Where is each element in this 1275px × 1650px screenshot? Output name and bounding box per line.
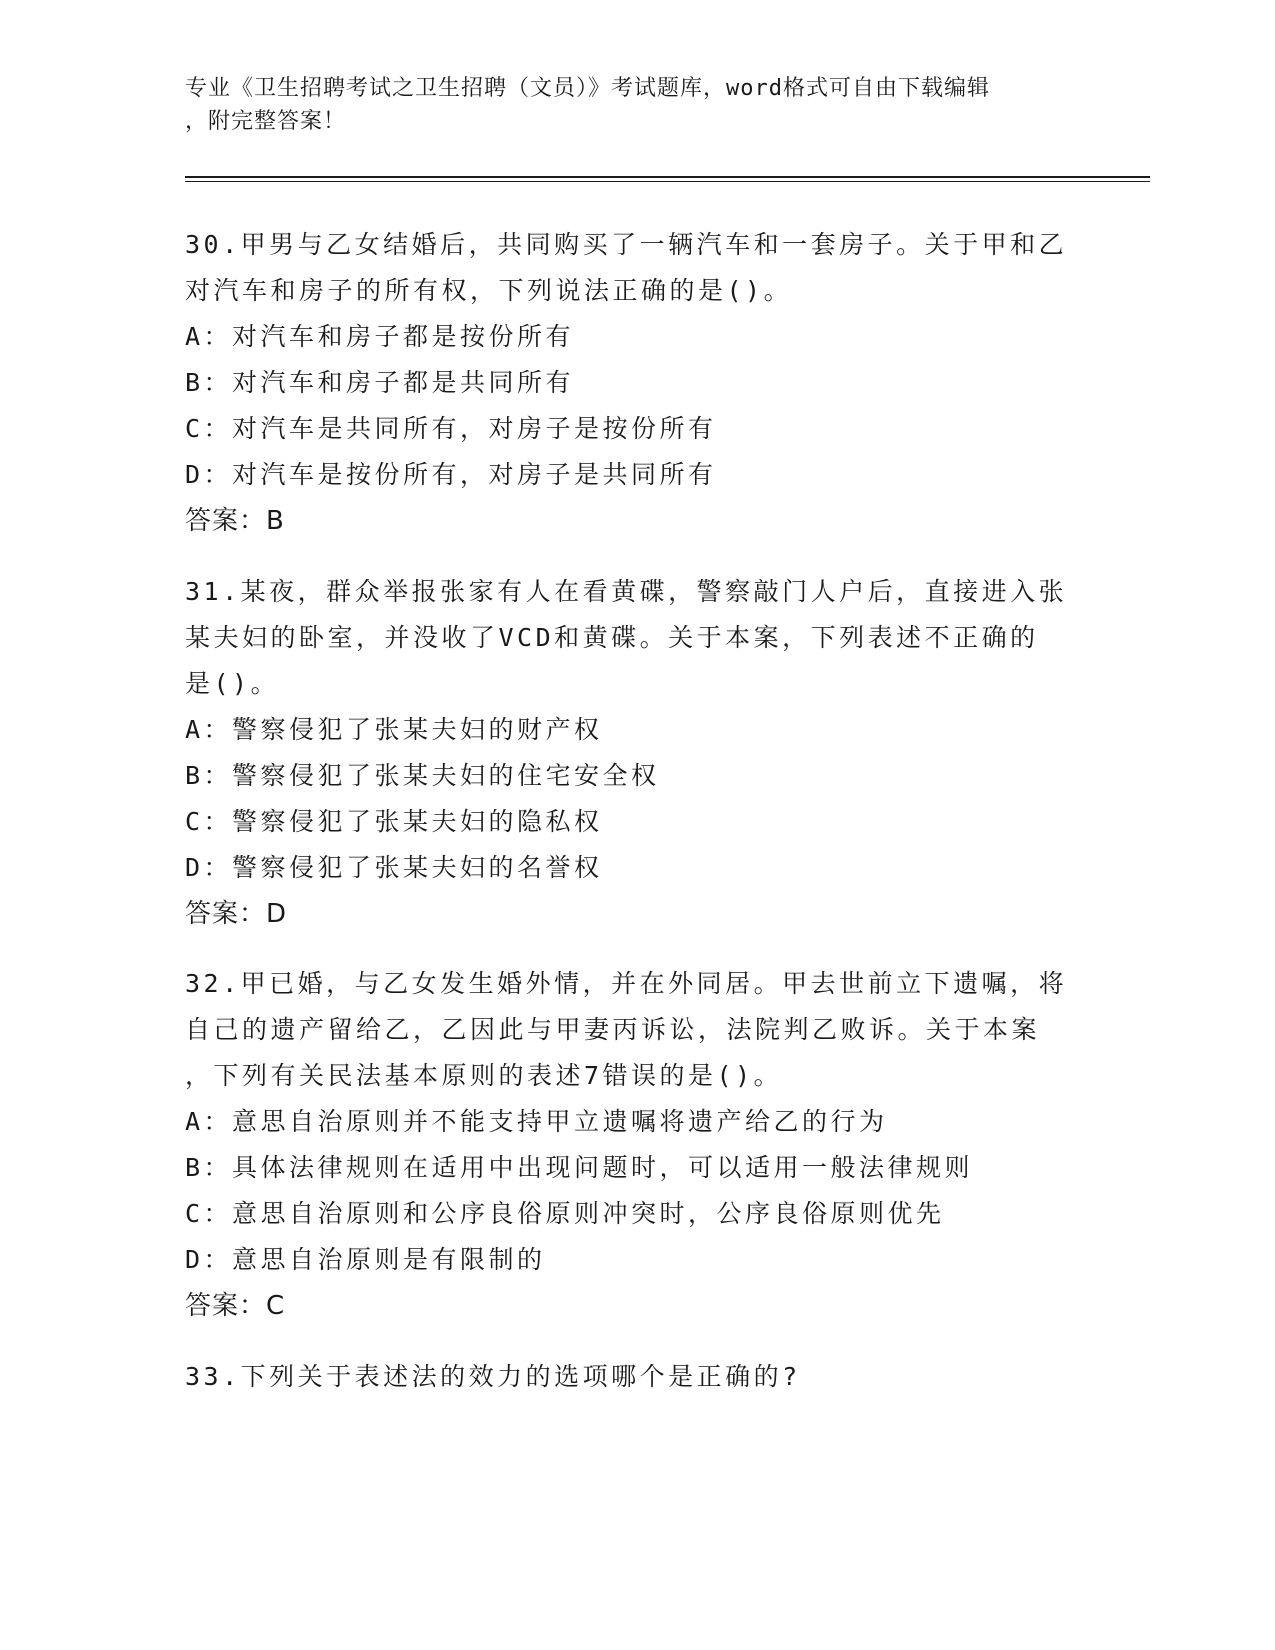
question-31 <box>185 569 1085 937</box>
option-c: C：意思自治原则和公序良俗原则冲突时，公序良俗原则优先 <box>185 1199 945 1228</box>
question-stem: 32.甲已婚，与乙女发生婚外情，并在外同居。甲去世前立下遗嘱，将 自己的遗产留给乙，乙因此与甲妻丙诉讼，法院判乙败诉。关于本案 ，下列有关民法基本原则的表述7错误的是()。 <box>185 969 1068 1090</box>
option-d: D：警察侵犯了张某夫妇的名誉权 <box>185 853 603 882</box>
option-a: A：对汽车和房子都是按份所有 <box>185 322 575 351</box>
option-a: A：警察侵犯了张某夫妇的财产权 <box>185 715 603 744</box>
header-divider-thin <box>185 181 1150 182</box>
option-d: D：对汽车是按份所有，对房子是共同所有 <box>185 460 717 489</box>
question-stem: 31.某夜，群众举报张家有人在看黄碟，警察敲门人户后，直接进入张 某夫妇的卧室，并没收了VCD和黄碟。关于本案，下列表述不正确的 是()。 <box>185 577 1068 698</box>
option-b: B：警察侵犯了张某夫妇的住宅安全权 <box>185 761 660 790</box>
option-c: C：警察侵犯了张某夫妇的隐私权 <box>185 807 603 836</box>
question-33 <box>185 1354 1085 1400</box>
option-c: C：对汽车是共同所有，对房子是按份所有 <box>185 414 717 443</box>
option-a: A：意思自治原则并不能支持甲立遗嘱将遗产给乙的行为 <box>185 1107 888 1136</box>
document-header: 专业《卫生招聘考试之卫生招聘（文员）》考试题库，word格式可自由下载编辑 ，附完整答案！ <box>185 76 990 134</box>
option-b: B：具体法律规则在适用中出现问题时，可以适用一般法律规则 <box>185 1153 974 1182</box>
question-stem: 30.甲男与乙女结婚后，共同购买了一辆汽车和一套房子。关于甲和乙 对汽车和房子的所有权，下列说法正确的是()。 <box>185 230 1068 305</box>
question-32 <box>185 961 1085 1329</box>
option-b: B：对汽车和房子都是共同所有 <box>185 368 575 397</box>
answer: 答案：C <box>185 1291 286 1321</box>
question-stem: 33.下列关于表述法的效力的选项哪个是正确的? <box>185 1362 801 1391</box>
question-30 <box>185 222 1085 544</box>
answer: 答案：B <box>185 506 285 536</box>
header-divider-thick <box>185 176 1150 178</box>
option-d: D：意思自治原则是有限制的 <box>185 1245 546 1274</box>
answer: 答案：D <box>185 899 288 929</box>
